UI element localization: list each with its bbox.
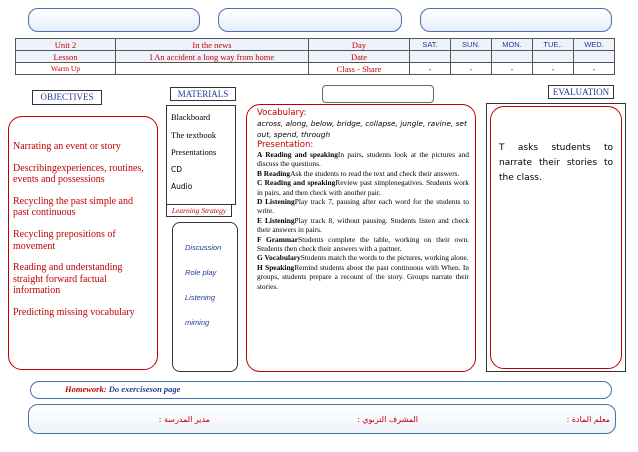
header-pill-right (420, 8, 612, 32)
schedule-row-warmup (16, 63, 615, 75)
material-item: CD (171, 164, 183, 174)
signature-bar (28, 404, 616, 434)
learning-strategy-label: Learning Strategy (166, 204, 232, 217)
materials-label: MATERIALS (170, 87, 236, 101)
lesson-cell: Lesson (16, 51, 116, 63)
objectives-panel (8, 116, 158, 370)
strategy-item: Role play (185, 268, 217, 277)
supervisor-signature: المشرف التربوي : (356, 415, 418, 424)
day-tue: TUE.. (533, 39, 574, 51)
strategy-item: miming (185, 318, 210, 327)
lesson-title-cell: I An accident a long way from home (116, 51, 309, 63)
date-sun (451, 51, 492, 63)
day-mon: MON. (492, 39, 533, 51)
objective-item: Describingexperiences, routines, events and possessions (13, 162, 144, 186)
warm-up-cell: Warm Up (16, 63, 116, 75)
strategy-panel (172, 222, 238, 372)
material-item: Presentations (171, 147, 217, 157)
procedure-header-pill (322, 85, 434, 103)
evaluation-text: T asks students to narrate their stories to the class. (499, 143, 613, 183)
procedure-panel (246, 104, 476, 372)
header-pill-center (218, 8, 402, 32)
presentation-steps (257, 150, 469, 291)
material-item: The textbook (171, 129, 217, 140)
objective-item: Narrating an event or story (13, 141, 121, 152)
objective-item: Recycling the past simple and past continuous (13, 195, 133, 219)
schedule-table (15, 38, 615, 75)
objective-item: Reading and understanding straight forward factual information (13, 262, 123, 297)
homework-label: Homework: (65, 384, 107, 394)
day-wed: WED. (574, 39, 615, 51)
step-f: F GrammarStudents complete the table, working on their own. Students then check their answers with a partner. (257, 234, 469, 254)
share-tue: - (533, 63, 574, 75)
teacher-signature: معلم المادة : (566, 415, 610, 424)
step-e: E ListeningPlay track 8, without pausing. Students listen and check their answers in pairs. (257, 215, 469, 235)
step-h: H SpeakingRemind students about the past continuous with When. In groups, students prepare a recount of the story. Groups narrate their stories. (257, 262, 469, 291)
evaluation-inner-panel (490, 106, 622, 369)
vocabulary-title: Vocabulary: (257, 108, 307, 118)
day-sat: SAT. (410, 39, 451, 51)
topic-cell: In the news (116, 39, 309, 51)
schedule-row-unit (16, 39, 615, 51)
share-sun: - (451, 63, 492, 75)
date-mon (492, 51, 533, 63)
materials-panel (166, 105, 236, 205)
vocabulary-words: across, along, below, bridge, collapse, jungle, ravine, set out, spend, through (257, 119, 467, 139)
date-sat (410, 51, 451, 63)
step-d: D ListeningPlay track 7, pausing after each word for the students to write. (257, 197, 469, 216)
principal-signature: مدير المدرسة : (158, 415, 210, 424)
share-sat: - (410, 63, 451, 75)
day-sun: SUN. (451, 39, 492, 51)
schedule-row-lesson (16, 51, 615, 63)
presentation-title: Presentation: (257, 140, 314, 150)
step-g: G VocabularyStudents match the words to the pictures, working alone. (257, 253, 469, 263)
unit-cell: Unit 2 (16, 39, 116, 51)
share-wed: - (574, 63, 615, 75)
date-wed (574, 51, 615, 63)
date-label-cell: Date (309, 51, 410, 63)
step-c: C Reading and speakingReview past simplenegatives. Students work in pairs, and then check with another pair. (257, 178, 469, 197)
homework-bar (30, 381, 612, 399)
homework-text: Do exerciseson page (108, 384, 181, 394)
objective-item: Recycling prepositions of movement (13, 228, 116, 252)
day-label-cell: Day (309, 39, 410, 51)
objectives-label: OBJECTIVES (32, 90, 102, 105)
step-b: B ReadingAsk the students to read the text and check their answers. (257, 168, 460, 178)
material-item: Blackboard (171, 112, 211, 122)
strategy-item: Discussion (185, 243, 222, 252)
strategy-item: Listening (185, 293, 216, 302)
header-pill-left (28, 8, 200, 32)
material-item: Audio (171, 182, 193, 191)
share-mon: - (492, 63, 533, 75)
objective-item: Predicting missing vocabulary (13, 306, 135, 318)
step-a: A Reading and speakingIn pairs, students look at the pictures and discuss the questions. (257, 150, 469, 169)
warm-up-blank-cell (116, 63, 309, 75)
evaluation-label: EVALUATION (548, 85, 614, 99)
date-tue (533, 51, 574, 63)
class-share-cell: Class - Share (309, 63, 410, 75)
